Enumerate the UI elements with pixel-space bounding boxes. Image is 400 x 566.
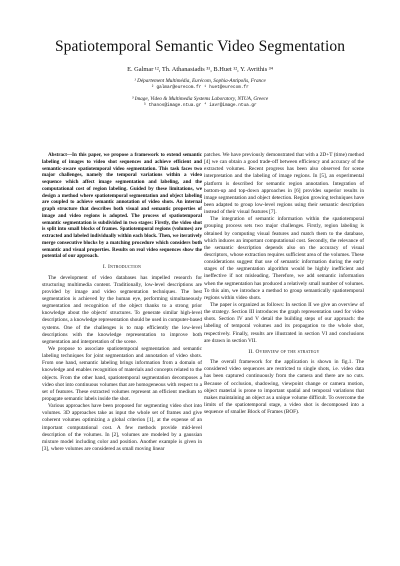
paragraph: We propose to associate spatiotemporal segmentation and semantic labeling techniques for joint segmentation and annotation of video shots. From one hand, semantic labeling brings information from a domain of knowledge and enables recognition of materials and concepts related to the objects. From the other hand, spatiotemporal segmentation decomposes a video shot into continuous volumes that are homogeneous with respect to a set of features. These extracted volumes represent an efficient medium to propagate semantic labels inside the shot. [42,345,202,402]
section-heading-introduction: I. Introduction [102,264,142,271]
paragraph: The integration of semantic information within the spatiotemporal grouping process sets two major challenges. Firstly, region labeling is obtained by computing visual features and match them to the database, which induces an important computational cost. Secondly, the relevance of the semantic description depends also on the accuracy of visual descriptors, whose extraction requires sufficient area of the volumes. These considerations suggest that use of semantic information during the early stages of the segmentation algorithm would be highly inefficient and ineffective if not misleading. Therefore, we add semantic information when the segmentation has produced a relatively small number of volumes. To this aim, we introduce a method to group semantically spatiotemporal regions within video shots. [204,216,364,301]
left-column [42,152,202,453]
affiliation-1 [0,78,400,90]
paragraph: patches. We have previously demonstrated that with a 2D+T (time) method [4] we can obtain a good trade-off between efficiency and accuracy of the extracted volumes. Recent progress has been also observed for scene interpretation and the labeling of image regions. In [5], an experimental platform is described for semantic region annotation. Integration of bottom-up and top-down approaches in [6] provides superior results in image segmentation and object detection. Region growing techniques have been adapted to group low-level regions using their semantic description instead of their visual features [7]. [204,152,364,216]
paragraph: The development of video databases has impelled research for structuring multimedia content. Traditionally, low-level descriptions are provided by image and video segmentation techniques. The best segmentation is achieved by the human eye, performing simultaneously segmentation and recognition of the object thanks to a strong prior knowledge about the objects' structures. To generate similar high-level descriptions, a knowledge representation should be used in computer-based systems. One of the challenges is to map efficiently the low-level descriptions with the knowledge representation to improve both segmentation and interpretation of the scene. [42,274,202,345]
affiliation-2-text: ³ Image, Video & Multimedia Systems Laboratory, NTUA, Greece [131,96,269,102]
affiliation-1-text: ¹ Département Multimédia, Eurécom, Sophia-Antipolis, France [134,78,266,84]
paragraph: Various approaches have been proposed for segmenting video shot into volumes. 3D approaches take as input the whole set of frames and give coherent volumes optimizing a global criterion [1], at the expense of an important computational cost. A few methods provide mid-level description of the volumes. In [2], volumes are modeled by a gaussian mixture model including color and position. Another example is given in [3], where volumes are considered as small moving linear [42,403,202,452]
author-list: E. Galmar ¹², Th. Athanasiadis ³¹, B.Huet ¹², Y. Avrithis ³⁴ [127,66,273,73]
affiliation-1-mail: ² galmar@eurecom.fr ¹ huet@eurecom.fr [151,84,249,90]
affiliation-2 [0,96,400,108]
right-column [204,152,364,416]
section-heading-overview: II. Overview of the strategy [248,348,320,355]
affiliation-2-mail: ³ thanos@image.ntua.gr ⁴ iavr@image.ntua.gr [143,102,257,108]
paragraph: The overall framework for the application is shown in fig.1. The considered video sequences are restricted to single shots, i.e. video data has been captured continuously from the camera and there are no cuts. Because of occlusion, shadowing, viewpoint change or camera motion, object material is prone to important spatial and temporal variations that makes maintaining an object as a unique volume difficult. To overcome the limits of the spatiotemporal stage, a video shot is decomposed into a sequence of smaller Block of Frames (BOF). [204,359,364,416]
paper-title: Spatiotemporal Semantic Video Segmentation [54,38,346,55]
paragraph: The paper is organized as follows: In section II we give an overview of the strategy. Section III introduces the graph representation used for video shots. Section IV and V detail the building steps of our approach: the labeling of temporal volumes and its propagation to the whole shot, respectively. Finally, results are illustrated in section VI and conclusions are drawn in section VII. [204,301,364,344]
abstract: Abstract—In this paper, we propose a framework to extend semantic labeling of images to video shot sequences and achieve efficient and semantic-aware spatiotemporal video segmentation. This task faces two major challenges, namely the temporal variations within a video sequence which affect image segmentation and labeling, and the computational cost of region labeling. Guided by these limitations, we design a method where spatiotemporal segmentation and object labeling are coupled to achieve semantic annotation of video shots. An internal graph structure that describes both visual and semantic properties of image and video regions is adopted. The process of spatiotemporal semantic segmentation is subdivided in two stages: Firstly, the video shot is split into small blocks of frames. Spatiotemporal regions (volumes) are extracted and labeled individually within each block. Then, we iteratively merge consecutive blocks by a matching procedure which considers both semantic and visual properties. Results on real video sequences show the potential of our approach. [42,152,202,260]
